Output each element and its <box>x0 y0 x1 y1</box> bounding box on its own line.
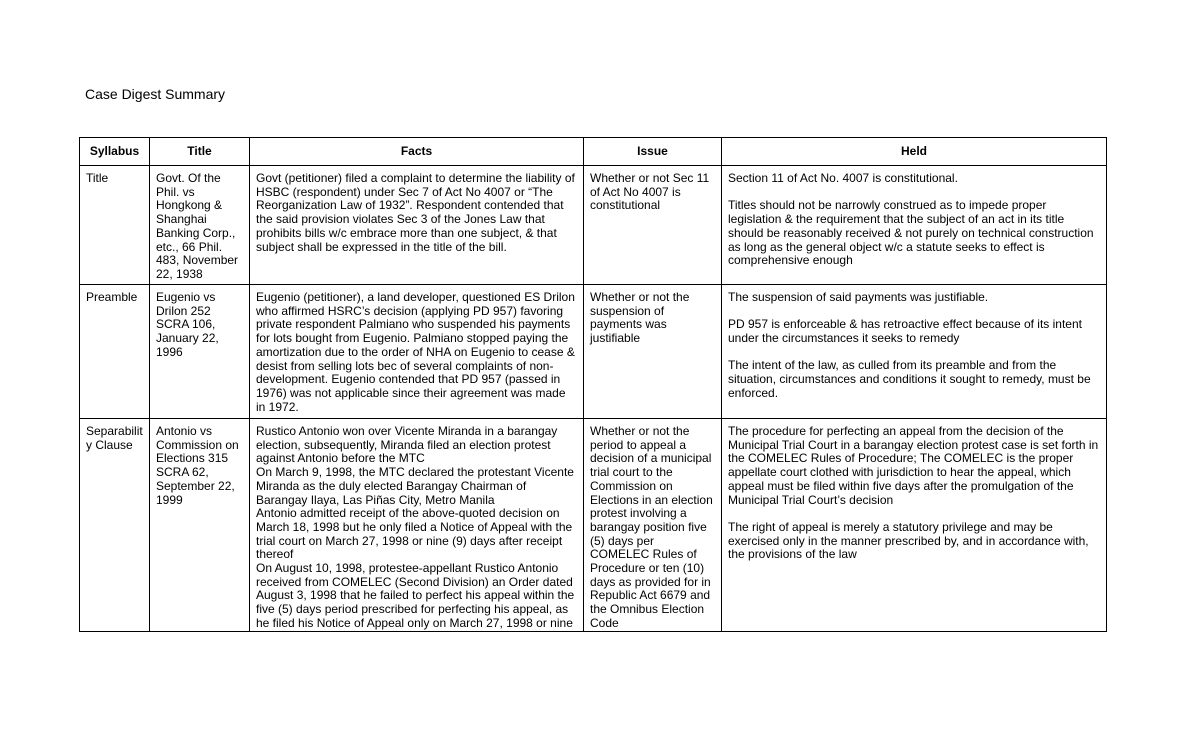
facts-cell: Rustico Antonio won over Vicente Miranda in a barangay election, subsequently, Miranda filed an election protest against Antonio before the MTC On March 9, 1998, the MTC declared the protestant Vicente Miranda as the duly elected Barangay Chairman of Barangay Ilaya, Las Piñas City, Metro Manila Antonio admitted receipt of the above-quoted decision on March 18, 1998 but he only filed a Notice of Appeal with the trial court on March 27, 1998 or nine (9) days after receipt thereof On August 10, 1998, protestee-appellant Rustico Antonio received from COMELEC (Second Division) an Order dated August 3, 1998 that he failed to perfect his appeal within the five (5) days period prescribed for perfecting his appeal, as he filed his Notice of Appeal only on March 27, 1998 or nine <box>250 419 584 632</box>
issue-cell: Whether or not the period to appeal a decision of a municipal trial court to the Commission on Elections in an election protest involving a barangay position five (5) days per COMELEC Rules of Procedure or ten (10) days as provided for in Republic Act 6679 and the Omnibus Election Code <box>584 419 722 632</box>
held-cell <box>722 166 1107 285</box>
table-row <box>80 166 1107 285</box>
held-paragraph: The suspension of said payments was justifiable. <box>728 290 989 304</box>
held-cell <box>722 419 1107 632</box>
held-paragraph: The procedure for perfecting an appeal from the decision of the Municipal Trial Court in a barangay election protest case is set forth in the COMELEC Rules of Procedure; The COMELEC is the proper appellate court clothed with jurisdiction to hear the appeal, which appeal must be filed within five days after the promulgation of the Municipal Trial Court’s decision <box>728 424 1099 507</box>
table-row <box>80 285 1107 419</box>
column-header-syllabus: Syllabus <box>80 138 150 166</box>
facts-cell: Eugenio (petitioner), a land developer, questioned ES Drilon who affirmed HSRC’s decision (applying PD 957) favoring private respondent Palmiano who suspended his payments for lots bought from Eugenio. Palmiano stopped paying the amortization due to the order of NHA on Eugenio to cease & desist from selling lots bec of several complaints of non-development. Eugenio contended that PD 957 (passed in 1976) was not applicable since their agreement was made in 1972. <box>250 285 584 419</box>
held-paragraph: Section 11 of Act No. 4007 is constitutional. <box>728 171 958 185</box>
syllabus-cell: Separability Clause <box>80 419 150 632</box>
column-header-title: Title <box>150 138 250 166</box>
syllabus-cell: Preamble <box>80 285 150 419</box>
column-header-facts: Facts <box>250 138 584 166</box>
held-paragraph: The right of appeal is merely a statutory privilege and may be exercised only in the manner prescribed by, and in accordance with, the provisions of the law <box>728 519 1089 562</box>
facts-cell: Govt (petitioner) filed a complaint to determine the liability of HSBC (respondent) under Sec 7 of Act No 4007 or “The Reorganization Law of 1932”. Respondent contended that the said provision violates Sec 3 of the Jones Law that prohibits bills w/c embrace more than one subject, & that subject shall be expressed in the title of the bill. <box>250 166 584 285</box>
table-row <box>80 419 1107 632</box>
held-paragraph: Titles should not be narrowly construed as to impede proper legislation & the requirement that the subject of an act in its title should be reasonably received & not purely on technical construction as long as the general object w/c a statute seeks to effect is comprehensive enough <box>728 198 1094 268</box>
case-title-cell: Antonio vs Commission on Elections 315 SCRA 62, September 22, 1999 <box>150 419 250 632</box>
held-paragraph: The intent of the law, as culled from its preamble and from the situation, circumstances and conditions it sought to remedy, must be enforced. <box>728 358 1091 400</box>
held-cell <box>722 285 1107 419</box>
case-title-cell: Govt. Of the Phil. vs Hongkong & Shanghai Banking Corp., etc., 66 Phil. 483, November 22, 1938 <box>150 166 250 285</box>
column-header-held: Held <box>722 138 1107 166</box>
table-header-row <box>80 138 1107 166</box>
case-title-cell: Eugenio vs Drilon 252 SCRA 106, January 22, 1996 <box>150 285 250 419</box>
case-digest-table <box>79 137 1107 632</box>
syllabus-cell: Title <box>80 166 150 285</box>
held-paragraph: PD 957 is enforceable & has retroactive effect because of its intent under the circumstances it seeks to remedy <box>728 317 1082 346</box>
column-header-issue: Issue <box>584 138 722 166</box>
issue-cell: Whether or not the suspension of payments was justifiable <box>584 285 722 419</box>
document-title: Case Digest Summary <box>85 86 226 102</box>
issue-cell: Whether or not Sec 11 of Act No 4007 is constitutional <box>584 166 722 285</box>
